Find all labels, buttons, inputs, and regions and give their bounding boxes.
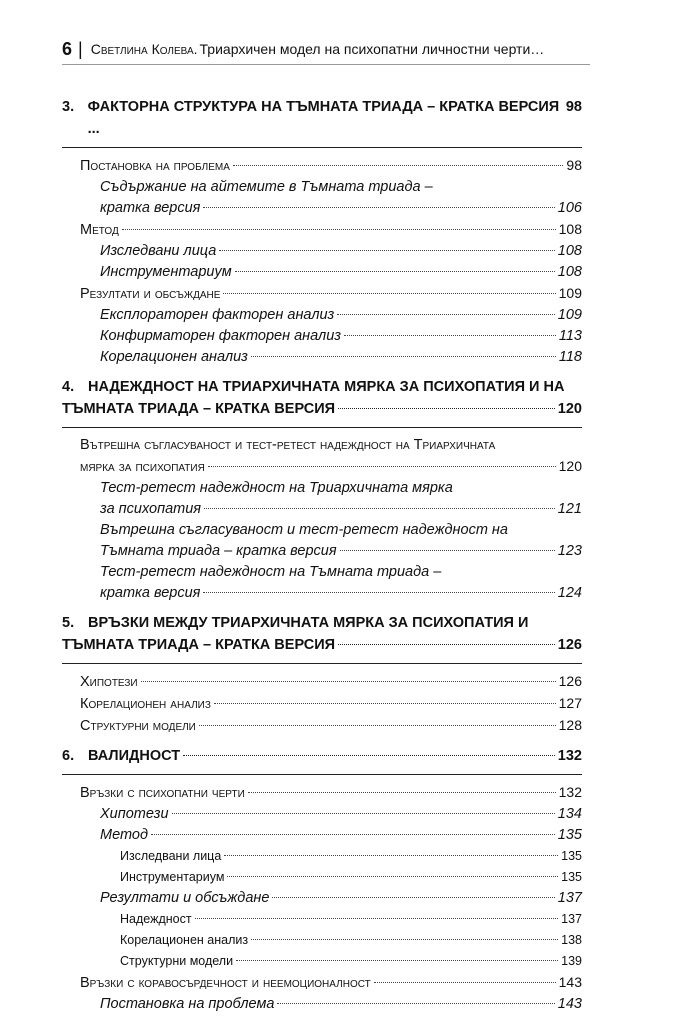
section-rule: [62, 663, 582, 664]
section-page: 126: [557, 637, 582, 653]
toc-entry: [62, 951, 582, 972]
entry-page: 137: [557, 890, 582, 906]
toc-entry: [62, 825, 582, 846]
toc-entry: [62, 262, 582, 283]
section-gap: [62, 604, 582, 612]
dot-leader: [203, 207, 554, 208]
entry-page: 109: [557, 307, 582, 323]
dot-leader: [235, 271, 555, 272]
toc-entry: [62, 520, 582, 562]
entry-page: 143: [557, 996, 582, 1012]
toc-entry: [62, 867, 582, 888]
entry-text: Експлораторен факторен анализ: [100, 307, 335, 323]
dot-leader: [233, 165, 564, 166]
toc-entry: [62, 693, 582, 715]
section-page: 132: [557, 748, 582, 764]
entry-text: Корелационен анализ: [80, 696, 211, 712]
header-separator: |: [78, 38, 83, 59]
toc-entry: [62, 930, 582, 951]
entry-text-line1: Тест-ретест надеждност на Триархичната мярка: [100, 480, 453, 496]
header-rule: [62, 64, 590, 65]
entry-text-line1: Вътрешна съгласуваност и тест-ретест надеждност на Триархичната: [80, 437, 496, 453]
entry-page: 120: [558, 458, 582, 474]
entry-page: 135: [561, 849, 582, 863]
entry-text: Постановка на проблема: [100, 996, 275, 1012]
dot-leader: [340, 550, 555, 551]
dot-leader: [172, 813, 555, 814]
entry-text-line1: Съдържание на айтемите в Тъмната триада –: [100, 179, 433, 195]
section-gap: [62, 1015, 582, 1023]
entry-text: Метод: [80, 222, 119, 238]
entry-page: 98: [566, 157, 582, 173]
entry-text: кратка версия: [100, 585, 201, 601]
toc-entry: [62, 155, 582, 177]
toc-entry: [62, 326, 582, 347]
entry-page: 128: [558, 717, 582, 733]
entry-text: Инструментариум: [120, 870, 225, 884]
section-title: НАДЕЖДНОСТ НА ТРИАРХИЧНАТА МЯРКА ЗА ПСИХОПАТИЯ И НА: [88, 379, 565, 395]
dot-leader: [208, 466, 556, 467]
section-number: 6.: [62, 748, 75, 764]
table-of-contents: [62, 96, 582, 1023]
entry-page: 126: [558, 673, 582, 689]
section-page: 98: [565, 99, 582, 115]
entry-text: Конфирматорен факторен анализ: [100, 328, 342, 344]
entry-page: 127: [558, 695, 582, 711]
entry-text: Структурни модели: [80, 718, 196, 734]
page-number: 6: [62, 38, 73, 59]
toc-entry: [62, 909, 582, 930]
entry-text: Резултати и обсъждане: [100, 890, 270, 906]
section-title: ВАЛИДНОСТ: [88, 748, 181, 764]
entry-page: 135: [557, 827, 582, 843]
entry-page: 124: [557, 585, 582, 601]
section-heading-line: [62, 96, 582, 140]
dot-leader: [214, 703, 556, 704]
toc-entry: [62, 305, 582, 326]
entry-text: мярка за психопатия: [80, 459, 205, 475]
section-heading-line: [62, 634, 582, 656]
entry-page: 118: [558, 349, 582, 365]
entry-text-line1: Вътрешна съгласуваност и тест-ретест надеждност на: [100, 522, 508, 538]
section-heading-line: [62, 376, 582, 398]
toc-entry: [62, 478, 582, 520]
entry-row: [100, 583, 582, 604]
section-number: 3.: [62, 99, 75, 115]
dot-leader: [122, 229, 556, 230]
dot-leader: [338, 408, 555, 409]
section-heading-line: [62, 398, 582, 420]
dot-leader: [204, 508, 555, 509]
entry-page: 135: [561, 870, 582, 884]
toc-entry: [62, 972, 582, 994]
toc-section: [62, 376, 582, 612]
section-gap: [62, 368, 582, 376]
toc-entry: [62, 283, 582, 305]
dot-leader: [272, 897, 554, 898]
toc-section: [62, 96, 582, 376]
section-title-cont: ТЪМНАТА ТРИАДА – КРАТКА ВЕРСИЯ: [62, 401, 336, 417]
dot-leader: [337, 314, 554, 315]
section-heading: [62, 376, 582, 420]
dot-leader: [251, 939, 558, 940]
dot-leader: [277, 1003, 554, 1004]
dot-leader: [195, 918, 559, 919]
toc-entry: [62, 888, 582, 909]
entry-page: 108: [557, 264, 582, 280]
entry-text: Надеждност: [120, 912, 192, 926]
header-author: Светлина Колева.: [90, 41, 198, 57]
dot-leader: [203, 592, 554, 593]
toc-entry: [62, 715, 582, 737]
entry-text: Изследвани лица: [100, 243, 217, 259]
entry-page: 143: [558, 974, 582, 990]
section-rule: [62, 147, 582, 148]
dot-leader: [223, 293, 555, 294]
dot-leader: [183, 755, 555, 756]
toc-section: [62, 612, 582, 745]
toc-entry: [62, 846, 582, 867]
toc-entry: [62, 671, 582, 693]
entry-row: [100, 499, 582, 520]
dot-leader: [224, 855, 558, 856]
entry-page: 108: [557, 243, 582, 259]
toc-entry: [62, 994, 582, 1015]
dot-leader: [251, 356, 556, 357]
dot-leader: [141, 681, 556, 682]
entry-text: за психопатия: [100, 501, 202, 517]
entry-page: 138: [561, 933, 582, 947]
toc-entry: [62, 177, 582, 219]
dot-leader: [219, 250, 555, 251]
entry-text-line1: Тест-ретест надеждност на Тъмната триада –: [100, 564, 442, 580]
section-gap: [62, 737, 582, 745]
toc-entry: [62, 219, 582, 241]
section-title: ФАКТОРНА СТРУКТУРА НА ТЪМНАТА ТРИАДА – КРАТКА ВЕРСИЯ ...: [87, 99, 560, 137]
entry-text: Резултати и обсъждане: [80, 286, 221, 302]
entry-page: 109: [558, 285, 582, 301]
entry-text: Инструментариум: [100, 264, 232, 280]
entry-page: 108: [558, 221, 582, 237]
section-page: 120: [557, 401, 582, 417]
running-header: [62, 36, 590, 62]
dot-leader: [227, 876, 558, 877]
section-heading: [62, 745, 582, 767]
section-rule: [62, 427, 582, 428]
entry-row: [80, 456, 582, 478]
dot-leader: [338, 644, 555, 645]
dot-leader: [199, 725, 556, 726]
dot-leader: [374, 982, 556, 983]
entry-page: 132: [558, 784, 582, 800]
section-heading: [62, 612, 582, 656]
entry-page: 139: [561, 954, 582, 968]
entry-text: Корелационен анализ: [100, 349, 248, 365]
toc-entry: [62, 782, 582, 804]
entry-page: 134: [557, 806, 582, 822]
toc-entry: [62, 435, 582, 478]
section-title-cont: ТЪМНАТА ТРИАДА – КРАТКА ВЕРСИЯ: [62, 637, 336, 653]
entry-page: 137: [561, 912, 582, 926]
entry-text: Корелационен анализ: [120, 933, 249, 947]
entry-page: 121: [557, 501, 582, 517]
dot-leader: [236, 960, 558, 961]
toc-entry: [62, 804, 582, 825]
section-title: ВРЪЗКИ МЕЖДУ ТРИАРХИЧНАТА МЯРКА ЗА ПСИХОПАТИЯ И: [88, 615, 529, 631]
header-title: Триархичен модел на психопатни личностни черти…: [199, 41, 545, 57]
toc-entry: [62, 562, 582, 604]
dot-leader: [344, 335, 556, 336]
toc-entry: [62, 347, 582, 368]
entry-text: Метод: [100, 827, 148, 843]
entry-page: 106: [557, 200, 582, 216]
section-heading: [62, 96, 582, 140]
entry-text: Тъмната триада – кратка версия: [100, 543, 337, 559]
section-rule: [62, 774, 582, 775]
entry-text: Хипотези: [100, 806, 169, 822]
entry-page: 113: [558, 328, 582, 344]
entry-page: 123: [557, 543, 582, 559]
entry-text: Връзки с коравосърдечност и неемоционалност: [80, 975, 371, 991]
toc-entry: [62, 241, 582, 262]
entry-text: Изследвани лица: [120, 849, 222, 863]
entry-text: Хипотези: [80, 674, 138, 690]
entry-text: Постановка на проблема: [80, 158, 230, 174]
dot-leader: [248, 792, 556, 793]
entry-text: Структурни модели: [120, 954, 234, 968]
section-number: 4.: [62, 379, 75, 395]
entry-text: Връзки с психопатни черти: [80, 785, 245, 801]
dot-leader: [151, 834, 555, 835]
section-heading-line: [62, 612, 582, 634]
entry-row: [100, 541, 582, 562]
entry-row: [100, 198, 582, 219]
toc-section: [62, 745, 582, 1023]
section-heading-line: [62, 745, 582, 767]
section-number: 5.: [62, 615, 75, 631]
entry-text: кратка версия: [100, 200, 201, 216]
